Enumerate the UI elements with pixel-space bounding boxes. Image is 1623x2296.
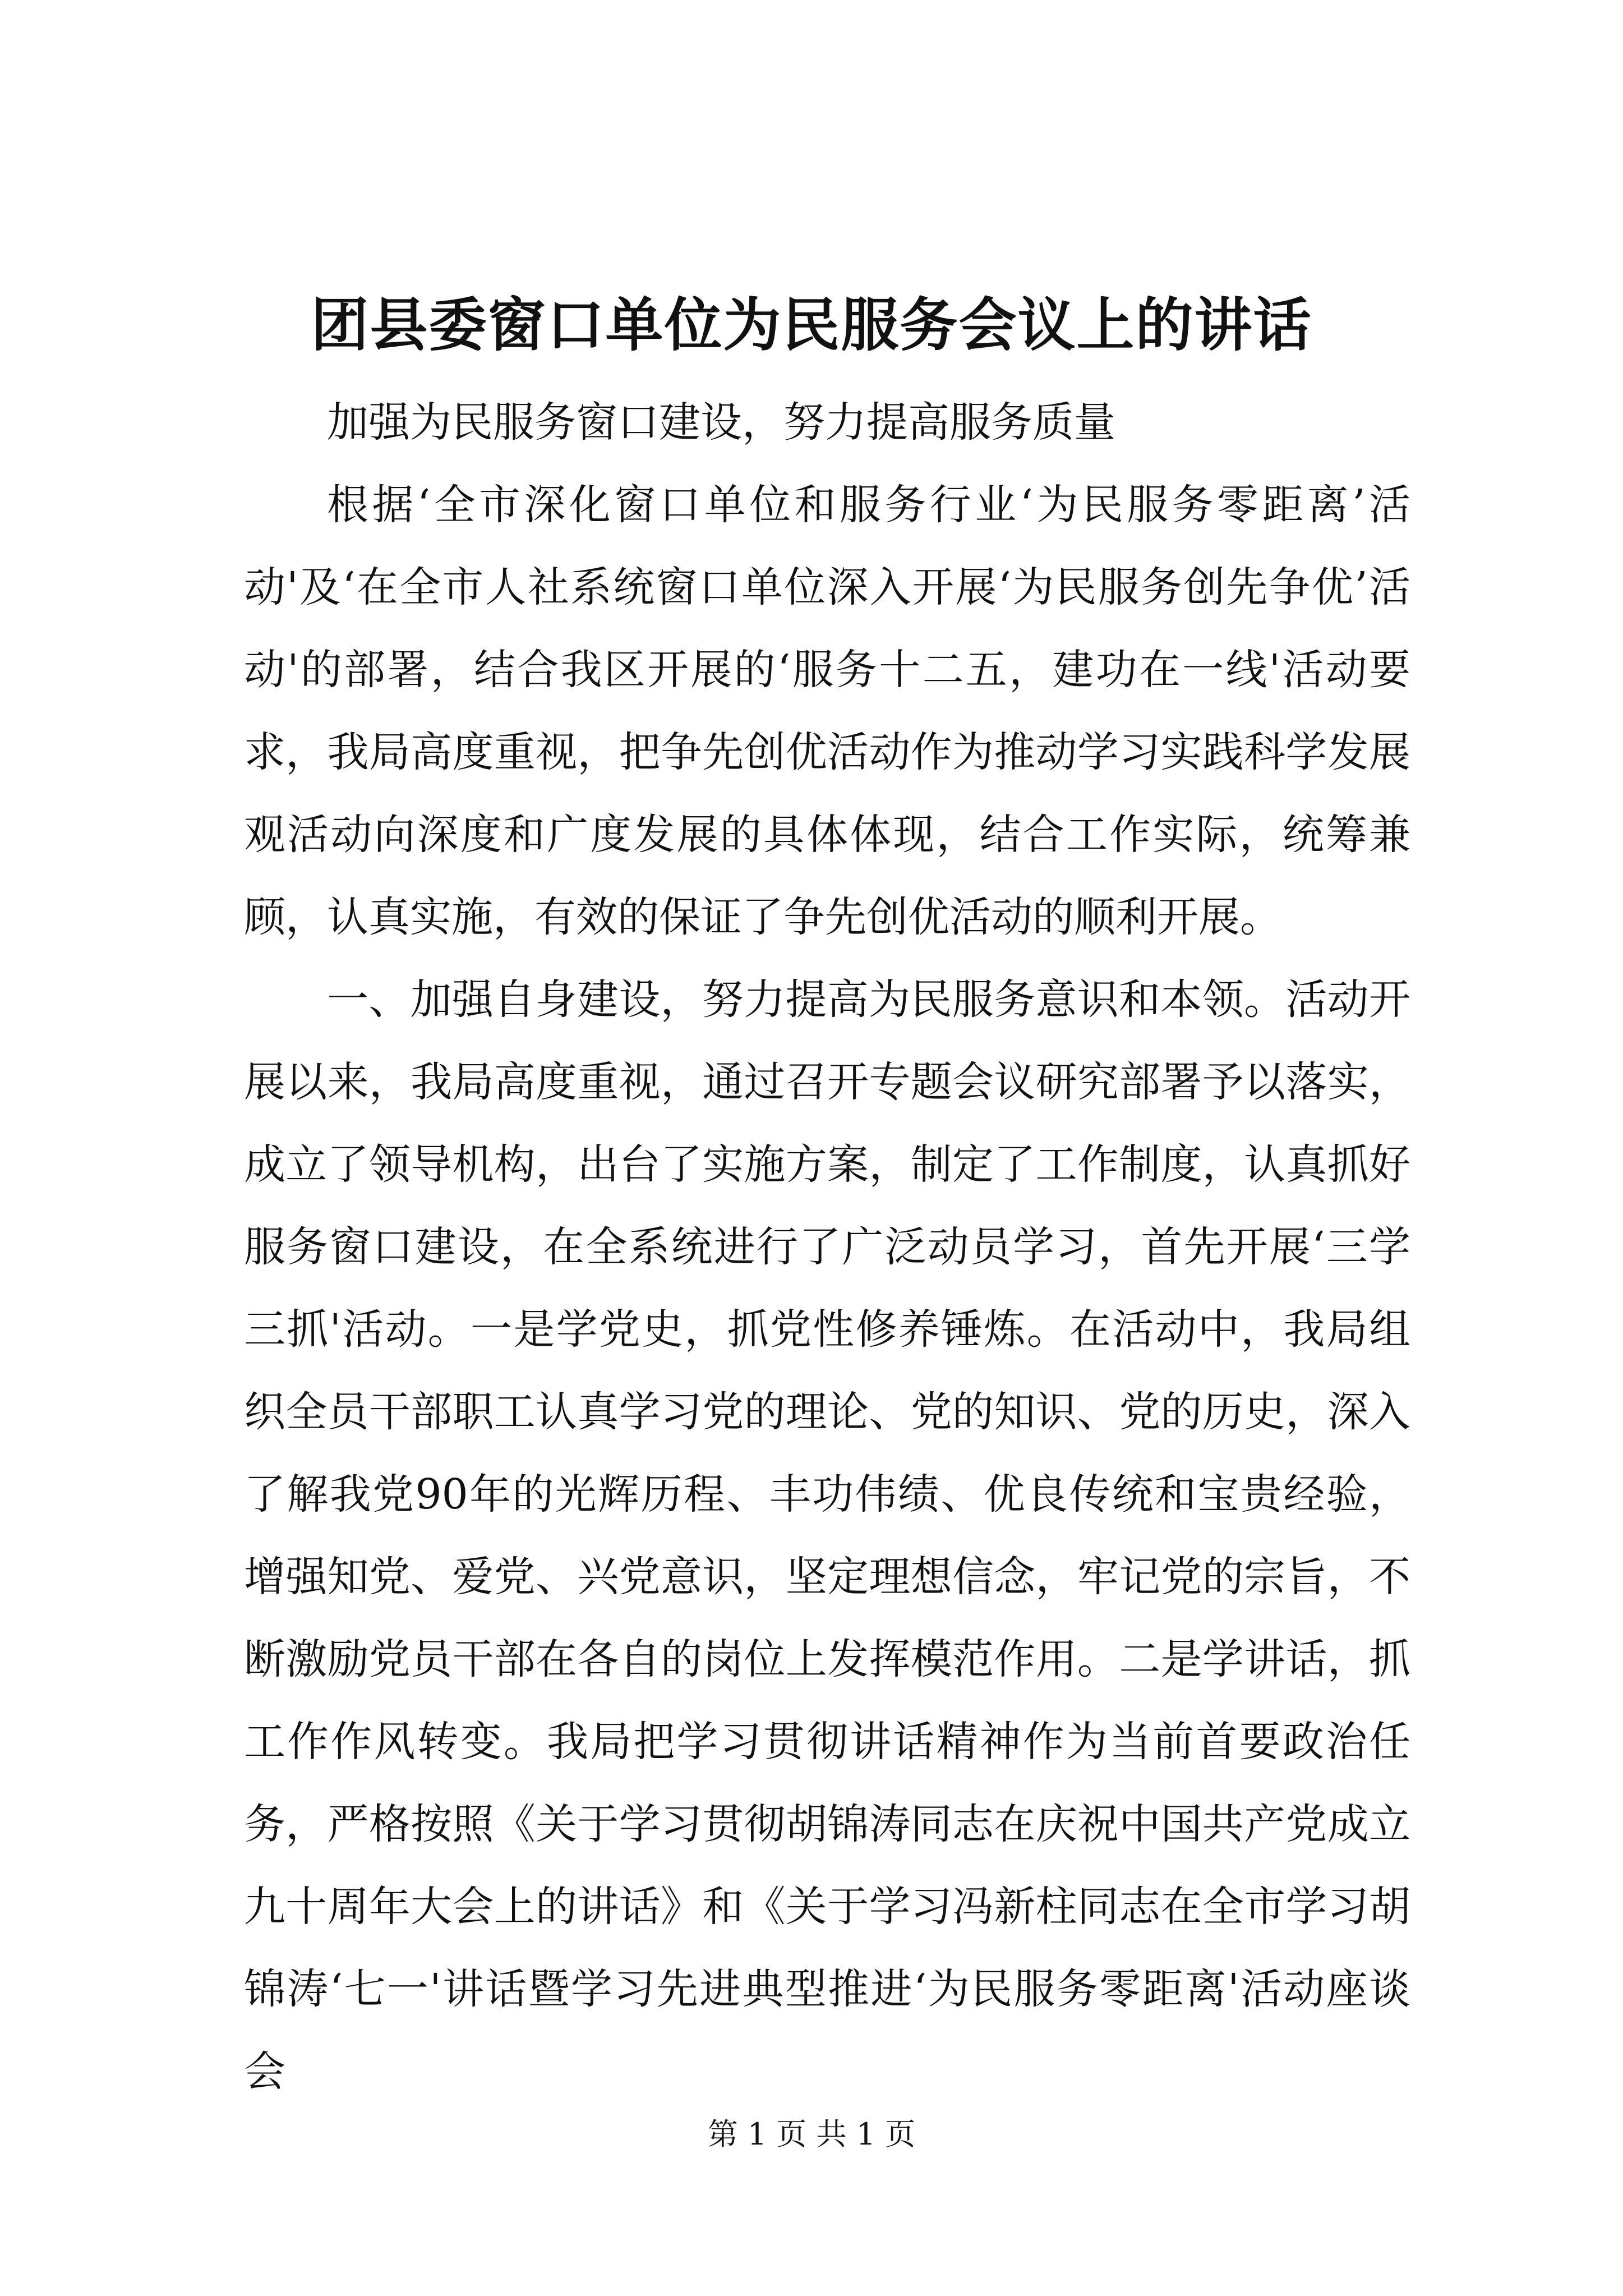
document-subtitle: 加强为民服务窗口建设，努力提高服务质量 — [327, 398, 1115, 447]
page-number-footer: 第 1 页 共 1 页 — [707, 2116, 916, 2152]
paragraph-section-one: 一、加强自身建设，努力提高为民服务意识和本领。活动开展以来，我局高度重视，通过召开专题会议研究部署予以落实，成立了领导机构，出台了实施方案，制定了工作制度，认真抓好服务窗口建设，在全系统进行了广泛动员学习，首先开展‘三学三抓'活动。一是学党史，抓党性修养锤炼。在活动中，我局组织全员干部职工认真学习党的理论、党的知识、党的历史，深入了解我党90年的光辉历程、丰功伟绩、优良传统和宝贵经验，增强知党、爱党、兴党意识，坚定理想信念，牢记党的宗旨，不断激励党员干部在各自的岗位上发挥模范作用。二是学讲话，抓工作作风转变。我局把学习贯彻讲话精神作为当前首要政治任务，严格按照《关于学习贯彻胡锦涛同志在庆祝中国共产党成立九十周年大会上的讲话》和《关于学习冯新柱同志在全市学习胡锦涛‘七一'讲话暨学习先进典型推进‘为民服务零距离'活动座谈会 — [244, 976, 1410, 2096]
paragraph-intro: 根据‘全市深化窗口单位和服务行业‘为民服务零距离’活动'及‘在全市人社系统窗口单位深入开展‘为民服务创先争优’活动'的部署，结合我区开展的‘服务十二五，建功在一线'活动要求，我局高度重视，把争先创优活动作为推动学习实践科学发展观活动向深度和广度发展的具体体现，结合工作实际，统筹兼顾，认真实施，有效的保证了争先创优活动的顺利开展。 — [244, 481, 1410, 941]
document-body — [244, 381, 1410, 2113]
document-title: 团县委窗口单位为民服务会议上的讲话 — [311, 291, 1312, 359]
